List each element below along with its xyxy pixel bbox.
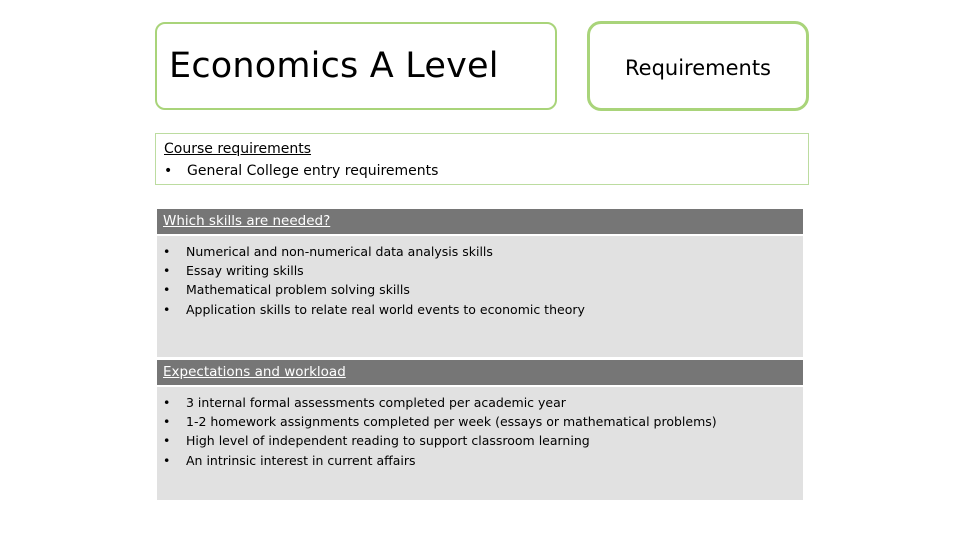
expectations-panel <box>157 387 803 500</box>
expectations-list <box>163 393 717 470</box>
skills-header <box>157 209 803 234</box>
requirements-label: Requirements <box>625 56 771 80</box>
course-requirement-item <box>164 162 438 180</box>
skills-heading: Which skills are needed? <box>163 213 331 229</box>
page-title: Economics A Level <box>169 46 499 86</box>
course-requirement-text: General College entry requirements <box>187 163 439 179</box>
requirements-box <box>587 21 809 111</box>
bullet: • <box>164 163 173 179</box>
course-requirements-heading: Course requirements <box>164 141 312 157</box>
title-box <box>155 22 557 110</box>
list-item: • High level of independent reading to support classroom learning <box>163 433 590 449</box>
list-item: • 3 internal formal assessments completed per academic year <box>163 395 566 410</box>
list-item: • Numerical and non-numerical data analysis skills <box>163 244 493 259</box>
expectations-header <box>157 360 803 385</box>
list-item: • Essay writing skills <box>163 263 304 279</box>
skills-list <box>163 242 585 319</box>
list-item: • Mathematical problem solving skills <box>163 282 410 298</box>
list-item: • 1-2 homework assignments completed per week (essays or mathematical problems) <box>163 414 717 430</box>
list-item: • Application skills to relate real world events to economic theory <box>163 301 585 317</box>
list-item: • An intrinsic interest in current affairs <box>163 452 416 468</box>
skills-panel <box>157 236 803 357</box>
expectations-heading: Expectations and workload <box>163 364 346 380</box>
course-requirements-box <box>155 133 809 185</box>
